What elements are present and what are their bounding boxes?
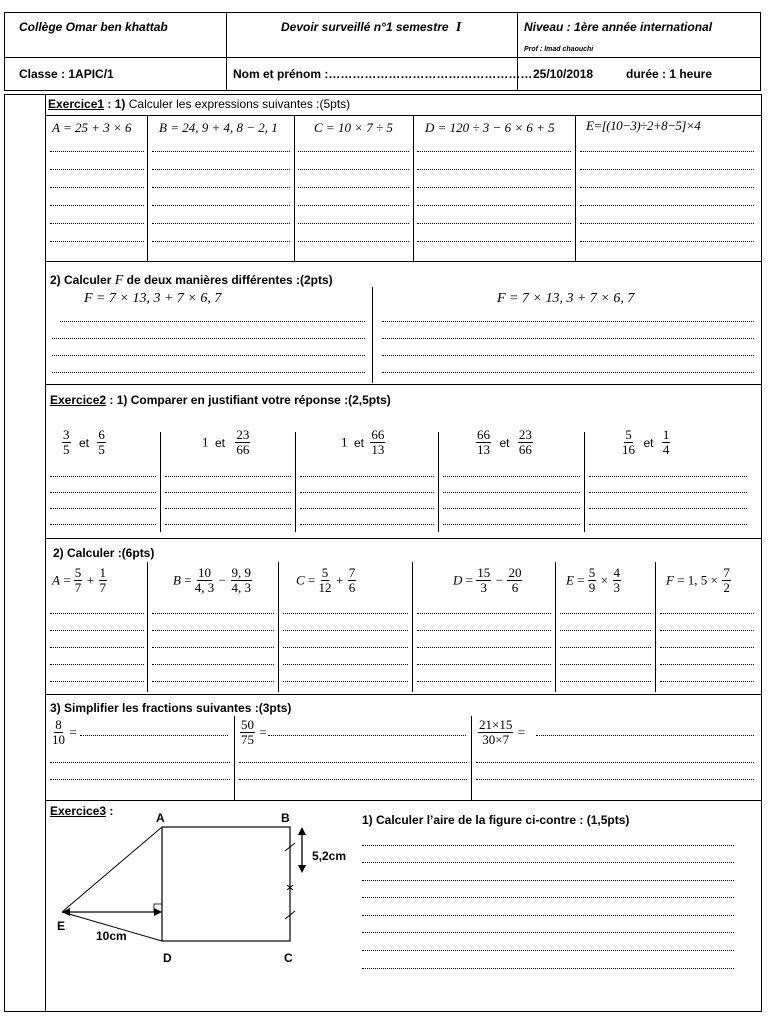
ex1-heading: Exercice1 : 1) Calculer les expressions suivantes :(5pts): [48, 97, 351, 111]
ex1-col-e-line-2[interactable]: [580, 169, 754, 170]
vertex-b-label: B: [281, 811, 290, 825]
header-cell-college: [4, 12, 227, 58]
ex1-q2-var: F: [114, 273, 124, 288]
ex1-q1-label: 1): [114, 97, 126, 111]
cmp4-line-1[interactable]: [443, 476, 580, 477]
ex2-q3-heading: 3) Simplifier les fractions suivantes :(3pts): [50, 701, 292, 715]
comparison-1: $\frac{3}{5}$ et $\frac{6}{5}$: [63, 427, 105, 457]
f-method1-line-4[interactable]: [52, 372, 365, 373]
ex2-divider: [438, 432, 439, 532]
expr-d: D = 120 ÷ 3 − 6 × 6 + 5: [425, 120, 555, 135]
ex2-divider: [295, 432, 296, 532]
calc-d-line-4[interactable]: [417, 664, 551, 665]
ex2-q2-heading: 2) Calculer :(6pts): [53, 546, 155, 560]
f-method2-line-2[interactable]: [382, 338, 754, 339]
ex3-q1-text: 1) Calculer l’aire de la figure ci-contre : (1,5pts): [362, 813, 630, 827]
comparison-3: 1 et $\frac{66}{13}$: [341, 427, 385, 457]
ex3-heading: Exercice3 :: [50, 804, 114, 818]
calc-b-line-5[interactable]: [152, 681, 274, 682]
ex1-divider: [294, 115, 295, 261]
calc-f: F = 1, 5 × $\frac{7}{2}$: [666, 565, 730, 595]
devoir-title: [281, 20, 461, 36]
cmp3-line-1[interactable]: [300, 476, 434, 477]
duree-text: durée : 1 heure: [626, 67, 713, 81]
cmp2-line-4[interactable]: [165, 524, 291, 525]
simplify-3-line-2[interactable]: [476, 762, 754, 763]
header-cell-date: [517, 57, 761, 91]
simplify-1-answer[interactable]: [80, 735, 228, 736]
ex1-divider: [413, 115, 414, 261]
ex1-q2-divider: [372, 287, 373, 383]
area-line-4[interactable]: [362, 897, 734, 898]
ex1-divider: [575, 115, 576, 261]
calc-b-line-3[interactable]: [152, 647, 274, 648]
cmp1-line-3[interactable]: [50, 508, 156, 509]
simplify-1-line-2[interactable]: [50, 762, 230, 763]
cmp5-line-4[interactable]: [589, 524, 747, 525]
ex2-q1-bottom: [45, 538, 761, 539]
cmp2-line-1[interactable]: [165, 476, 291, 477]
header-cell-classe: [4, 57, 227, 91]
area-line-2[interactable]: [362, 862, 734, 863]
calc-f-line-5[interactable]: [660, 681, 754, 682]
calc-f-line-1[interactable]: [660, 613, 754, 614]
geometry-figure: [40, 805, 360, 975]
area-line-5[interactable]: [362, 915, 734, 916]
ex1-q1-text: Calculer les expressions suivantes :(5pts): [128, 97, 351, 111]
header-cell-nom: [226, 57, 533, 91]
ex1-row-top: [45, 115, 761, 116]
calc-e: E = $\frac{5}{9}$ × $\frac{4}{3}$: [566, 565, 621, 595]
ex2-q1-text: Comparer en justifiant votre réponse :(2,5pts): [130, 393, 391, 407]
segment-ae: [62, 827, 162, 912]
ex1-col-d-line-1[interactable]: [417, 151, 571, 152]
calc-b-line-1[interactable]: [152, 613, 274, 614]
calc-a-line-4[interactable]: [50, 664, 144, 665]
calc-b-line-4[interactable]: [152, 664, 274, 665]
calc-c-line-4[interactable]: [283, 664, 408, 665]
calc-b: B = $\frac{10}{4, 3}$ − $\frac{9, 9}{4, 3}$: [173, 565, 252, 595]
calc-d: D = $\frac{15}{3}$ − $\frac{20}{6}$: [453, 565, 522, 595]
f-method2-line-1[interactable]: [382, 321, 754, 322]
date-text: 25/10/2018: [533, 67, 594, 81]
f-method1-line-2[interactable]: [52, 338, 365, 339]
calc-f-line-3[interactable]: [660, 647, 754, 648]
calc-c-line-2[interactable]: [283, 630, 408, 631]
area-line-7[interactable]: [362, 950, 734, 951]
ex1-q2-heading: [50, 273, 333, 289]
calc-c-line-3[interactable]: [283, 647, 408, 648]
ex1-q2-text: de deux manières différentes :(2pts): [126, 273, 333, 287]
ex1-col-b-line-1[interactable]: [152, 151, 290, 152]
vertex-e-label: E: [57, 919, 66, 933]
ex1-col-e-line-6[interactable]: [580, 241, 754, 242]
ex2-divider: [160, 432, 161, 532]
calc-a-line-1[interactable]: [50, 613, 144, 614]
f-expression-2: F = 7 × 13, 3 + 7 × 6, 7: [497, 291, 635, 306]
expr-a: A = 25 + 3 × 6: [52, 120, 132, 135]
ex1-col-d-line-3[interactable]: [417, 187, 571, 188]
cmp5-line-3[interactable]: [589, 508, 747, 509]
cmp3-line-3[interactable]: [300, 508, 434, 509]
ex1-title: Exercice1: [48, 97, 105, 111]
cmp4-line-3[interactable]: [443, 508, 580, 509]
ex1-col-b-line-6[interactable]: [152, 241, 290, 242]
simplify-1: $\frac{8}{10}$ =: [52, 717, 77, 747]
ex1-col-a-line-1[interactable]: [50, 151, 144, 152]
cmp3-line-4[interactable]: [300, 524, 434, 525]
calc-a-line-5[interactable]: [50, 681, 144, 682]
ex1-col-b-line-2[interactable]: [152, 169, 290, 170]
side-dimension-label: 5,2cm: [312, 849, 347, 863]
header-cell-niveau: [517, 12, 761, 58]
vertex-c-label: C: [284, 951, 293, 965]
simplify-2-line-2[interactable]: [239, 762, 467, 763]
ex2-q1-label: 1): [116, 393, 128, 407]
ex1-col-c-line-3[interactable]: [298, 187, 409, 188]
ex1-col-e-line-4[interactable]: [580, 205, 754, 206]
ex1-col-b-line-5[interactable]: [152, 223, 290, 224]
ex1-col-e-line-5[interactable]: [580, 223, 754, 224]
calc-d-line-3[interactable]: [417, 647, 551, 648]
ex1-col-a-line-3[interactable]: [50, 187, 144, 188]
ex1-col-d-line-2[interactable]: [417, 169, 571, 170]
calc-d-line-5[interactable]: [417, 681, 551, 682]
ex1-col-c-line-2[interactable]: [298, 169, 409, 170]
ex1-col-a-line-6[interactable]: [50, 241, 144, 242]
cmp1-line-4[interactable]: [50, 524, 156, 525]
ex1-col-a-line-5[interactable]: [50, 223, 144, 224]
f-method2-line-4[interactable]: [382, 372, 754, 373]
ex2-q2-divider: [412, 562, 413, 692]
simplify-2: $\frac{50}{75}$ =: [241, 717, 267, 747]
simplify-3-line-3[interactable]: [476, 779, 754, 780]
classe-text: Classe : 1APIC/1: [19, 67, 114, 81]
expr-c: C = 10 × 7 ÷ 5: [314, 120, 393, 135]
ex1-q2-label: 2) Calculer: [50, 273, 112, 287]
comparison-5: $\frac{5}{16}$ et $\frac{1}{4}$: [622, 427, 670, 457]
ex2-section-bottom: [45, 800, 761, 801]
ex1-row-bottom: [45, 261, 761, 262]
semester-symbol: I: [455, 20, 462, 35]
ex1-divider: [147, 115, 148, 261]
f-method2-line-3[interactable]: [382, 355, 754, 356]
f-expression-1: F = 7 × 13, 3 + 7 × 6, 7: [84, 291, 222, 306]
ex1-col-a-line-4[interactable]: [50, 205, 144, 206]
ex2-q2-divider: [278, 562, 279, 692]
cmp1-line-2[interactable]: [50, 492, 156, 493]
calc-f-line-4[interactable]: [660, 664, 754, 665]
calc-e-line-4[interactable]: [560, 664, 651, 665]
calc-e-line-3[interactable]: [560, 647, 651, 648]
f-method1-line-1[interactable]: [60, 321, 365, 322]
simplify-1-line-3[interactable]: [50, 779, 230, 780]
area-line-1[interactable]: [362, 845, 734, 846]
calc-f-line-2[interactable]: [660, 630, 754, 631]
ex1-col-d-line-4[interactable]: [417, 205, 571, 206]
ex2-q2-divider: [147, 562, 148, 692]
area-line-8[interactable]: [362, 968, 734, 969]
ex1-col-e-line-1[interactable]: [580, 151, 754, 152]
ex1-col-c-line-1[interactable]: [298, 151, 409, 152]
cmp2-line-2[interactable]: [165, 492, 291, 493]
ex2-q2-bottom: [45, 694, 761, 695]
ex1-col-a-line-2[interactable]: [50, 169, 144, 170]
cmp5-line-1[interactable]: [589, 476, 747, 477]
cmp2-line-3[interactable]: [165, 508, 291, 509]
calc-e-line-5[interactable]: [560, 681, 651, 682]
ex2-q2-divider: [555, 562, 556, 692]
cmp1-line-1[interactable]: [50, 476, 156, 477]
ex1-section-bottom: [45, 384, 761, 385]
calc-e-line-1[interactable]: [560, 613, 651, 614]
ex2-title: Exercice2: [50, 393, 107, 407]
cmp4-line-2[interactable]: [443, 492, 580, 493]
college-name: Collège Omar ben khattab: [19, 20, 168, 34]
ex2-q3-divider: [471, 716, 472, 800]
simplify-2-line-3[interactable]: [239, 779, 467, 780]
prof-text: Prof : Imad chaouchi: [524, 46, 594, 53]
square-abcd: [162, 827, 290, 941]
simplify-3-answer[interactable]: [536, 735, 754, 736]
ex1-col-d-line-5[interactable]: [417, 223, 571, 224]
ex1-col-b-line-4[interactable]: [152, 205, 290, 206]
calc-d-line-1[interactable]: [417, 613, 551, 614]
cmp4-line-4[interactable]: [443, 524, 580, 525]
ex1-col-c-line-5[interactable]: [298, 223, 409, 224]
cmp3-line-2[interactable]: [300, 492, 434, 493]
ex2-heading: Exercice2 : 1) Comparer en justifiant votre réponse :(2,5pts): [50, 393, 391, 407]
comparison-4: $\frac{66}{13}$ et $\frac{23}{66}$: [477, 427, 532, 457]
devoir-text: Devoir surveillé n°1 semestre: [281, 20, 449, 34]
simplify-3: $\frac{21\times 15}{30\times 7}$ =: [479, 717, 526, 747]
calc-b-line-2[interactable]: [152, 630, 274, 631]
calc-a-line-3[interactable]: [50, 647, 144, 648]
comparison-2: 1 et $\frac{23}{66}$: [202, 427, 250, 457]
ex1-col-b-line-3[interactable]: [152, 187, 290, 188]
ex2-divider: [584, 432, 585, 532]
calc-c-line-5[interactable]: [283, 681, 408, 682]
ex3-title: Exercice3: [50, 804, 107, 818]
calc-a: A = $\frac{5}{7}$ + $\frac{1}{7}$: [52, 565, 107, 595]
nom-field[interactable]: Nom et prénom :……………………………………………: [233, 67, 533, 81]
simplify-2-answer[interactable]: [268, 735, 466, 736]
expr-e: E=[(10−3)÷2+8−5]×4: [586, 118, 701, 133]
f-method1-line-3[interactable]: [52, 355, 365, 356]
vertex-a-label: A: [156, 811, 165, 825]
area-line-6[interactable]: [362, 932, 734, 933]
expr-b: B = 24, 9 + 4, 8 − 2, 1: [159, 120, 278, 135]
ex1-col-c-line-4[interactable]: [298, 205, 409, 206]
ex2-q2-divider: [655, 562, 656, 692]
ex1-col-c-line-6[interactable]: [298, 241, 409, 242]
header-cell-devoir: [226, 12, 518, 58]
ed-dimension-label: 10cm: [96, 929, 127, 943]
calc-c: C = $\frac{5}{12}$ + $\frac{7}{6}$: [296, 565, 356, 595]
ex1-col-d-line-6[interactable]: [417, 241, 571, 242]
ex1-col-e-line-3[interactable]: [580, 187, 754, 188]
calc-a-line-2[interactable]: [50, 630, 144, 631]
ex2-q3-divider: [234, 716, 235, 800]
cmp5-line-2[interactable]: [589, 492, 747, 493]
niveau-text: Niveau : 1ère année international: [524, 20, 713, 34]
calc-e-line-2[interactable]: [560, 630, 651, 631]
area-line-3[interactable]: [362, 880, 734, 881]
vertex-d-label: D: [163, 951, 172, 965]
calc-d-line-2[interactable]: [417, 630, 551, 631]
calc-c-line-1[interactable]: [283, 613, 408, 614]
